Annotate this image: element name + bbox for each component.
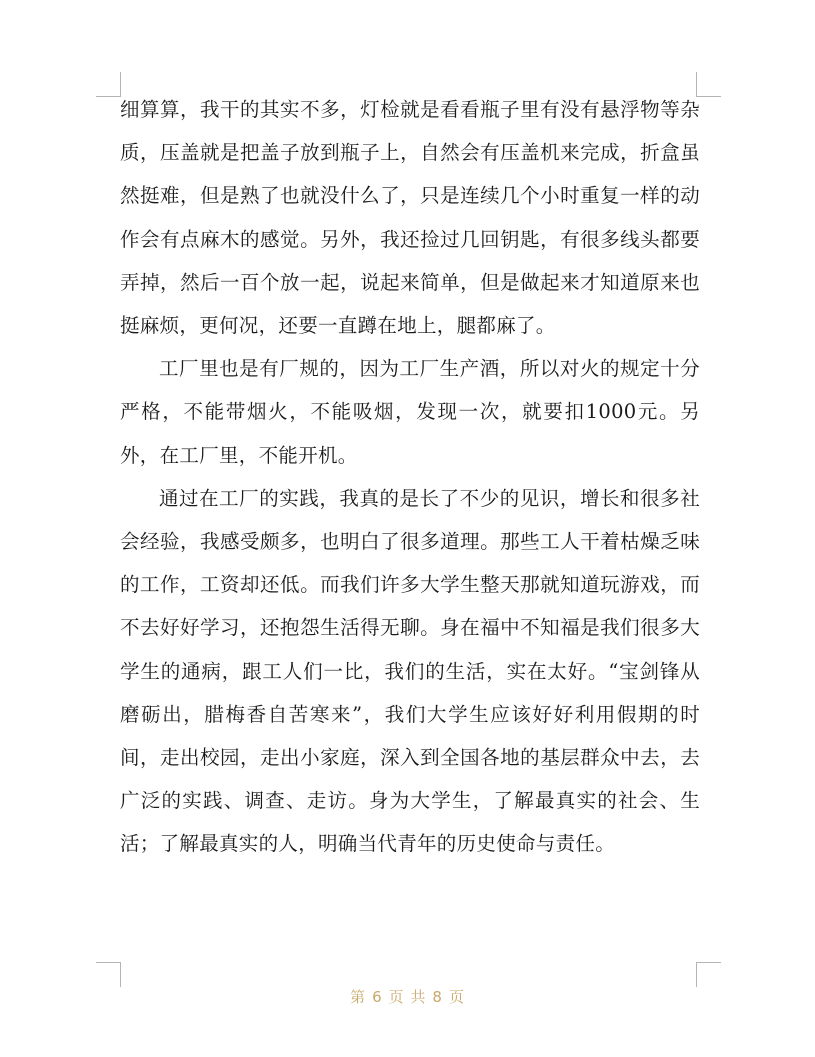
footer-prefix: 第 <box>350 988 367 1006</box>
paragraph-1: 细算算，我干的其实不多，灯检就是看看瓶子里有没有悬浮物等杂质，压盖就是把盖子放到瓶子上，自然会有压盖机来完成，折盒虽然挺难，但是熟了也就没什么了，只是连续几个小时重复一样的动作会有点麻木的感觉。另外，我还捡过几回钥匙，有很多线头都要弄掉，然后一百个放一起，说起来简单，但是做起来才知道原来也挺麻烦，更何况，还要一直蹲在地上，腿都麻了。 <box>120 98 700 338</box>
footer-middle: 页 共 <box>388 988 427 1006</box>
paragraph-2: 工厂里也是有厂规的，因为工厂生产酒，所以对火的规定十分严格，不能带烟火，不能吸烟，发现一次，就要扣1000元。另外，在工厂里，不能开机。 <box>120 357 700 467</box>
footer-suffix: 页 <box>448 988 465 1006</box>
crop-mark-bottom-right <box>696 962 721 987</box>
page-footer <box>0 986 815 1007</box>
footer-current-page: 6 <box>372 988 383 1006</box>
footer-total-pages: 8 <box>432 988 443 1006</box>
document-body[interactable] <box>120 88 700 866</box>
paragraph-3: 通过在工厂的实践，我真的是长了不少的见识，增长和很多社会经验，我感受颇多，也明白了很多道理。那些工人干着枯燥乏味的工作，工资却还低。而我们许多大学生整天那就知道玩游戏，而不去好好学习，还抱怨生活得无聊。身在福中不知福是我们很多大学生的通病，跟工人们一比，我们的生活，实在太好。“宝剑锋从磨砺出，腊梅香自苦寒来”，我们大学生应该好好利用假期的时间，走出校园，走出小家庭，深入到全国各地的基层群众中去，去广泛的实践、调查、走访。身为大学生，了解最真实的社会、生活；了解最真实的人，明确当代青年的历史使命与责任。 <box>120 486 700 856</box>
crop-mark-top-left <box>96 72 121 97</box>
crop-mark-bottom-left <box>96 962 121 987</box>
